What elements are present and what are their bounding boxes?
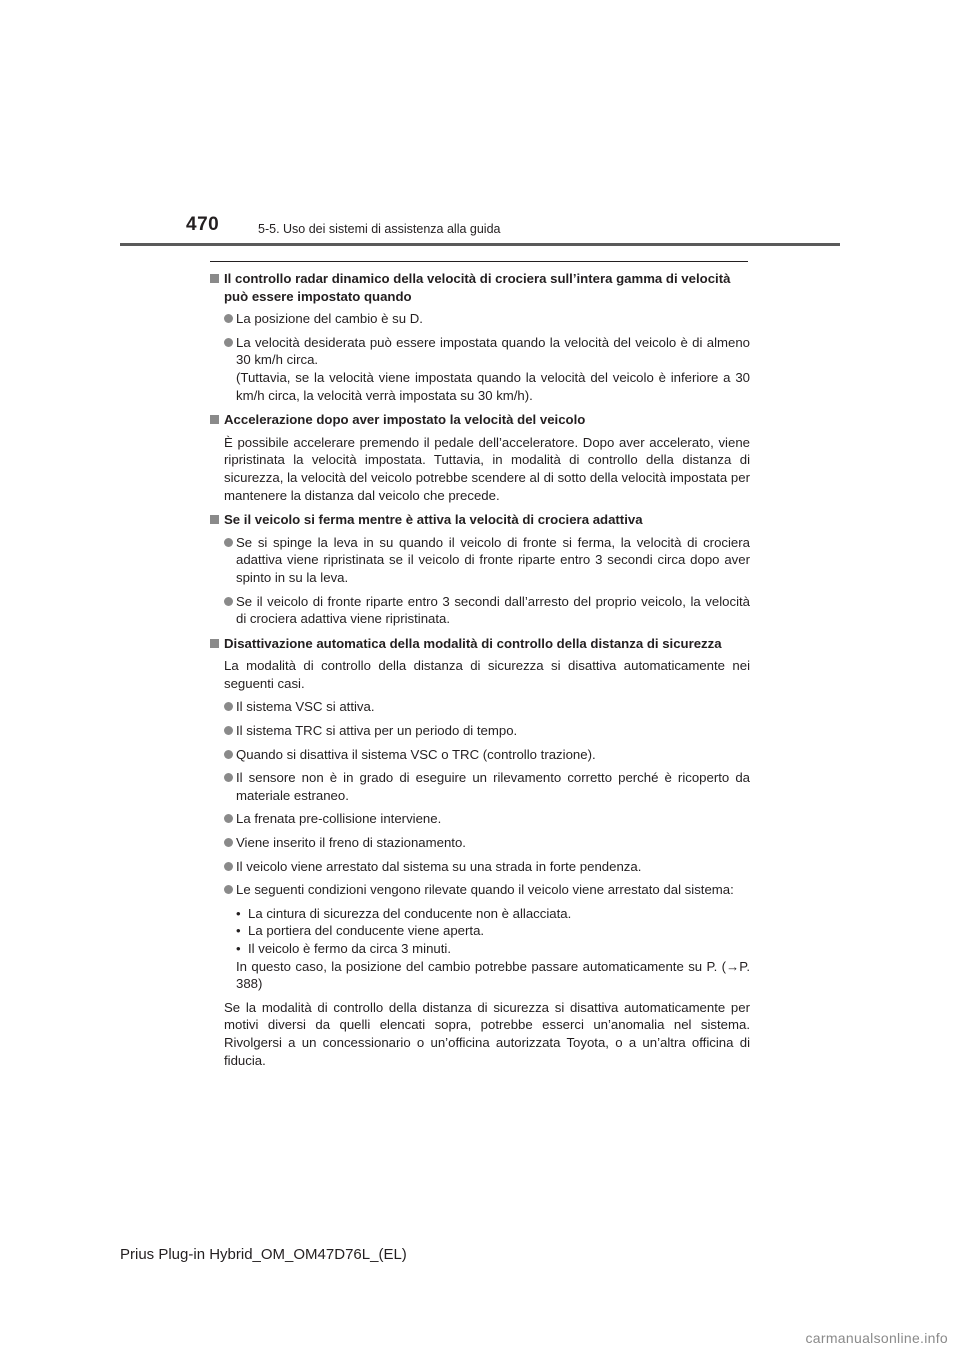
section-acceleration	[210, 411, 750, 504]
list-item	[210, 534, 750, 587]
circle-bullet-icon	[224, 750, 233, 759]
list-item-text: Il veicolo viene arrestato dal sistema su una strada in forte pendenza.	[236, 858, 642, 874]
list-item-text: Le seguenti condizioni vengono rilevate quando il veicolo viene arrestato dal sistema:	[236, 882, 734, 898]
condition-sublist	[210, 905, 750, 958]
list-item	[210, 746, 750, 764]
list-item	[210, 834, 750, 852]
list-item-text: Quando si disattiva il sistema VSC o TRC (controllo trazione).	[236, 746, 596, 762]
list-item-text: Viene inserito il freno di stazionamento.	[236, 835, 466, 851]
list-item-text: Il sistema TRC si attiva per un periodo di tempo.	[236, 723, 518, 739]
list-item	[210, 769, 750, 804]
section-paragraph: La modalità di controllo della distanza di sicurezza si disattiva automaticamente nei seguenti casi.	[224, 658, 750, 691]
list-item-text: Se si spinge la leva in su quando il veicolo di fronte si ferma, la velocità di crociera adattiva viene ripristinata se il veicolo di fronte riparte entro 3 secondi circa dopo aver spinto in su la leva.	[236, 534, 750, 585]
circle-bullet-icon	[224, 838, 233, 847]
square-bullet-icon	[210, 639, 219, 648]
heading-text: Accelerazione dopo aver impostato la velocità del veicolo	[224, 412, 586, 428]
circle-bullet-icon	[224, 814, 233, 823]
sublist-item	[236, 905, 750, 923]
list-item-text: Se il veicolo di fronte riparte entro 3 secondi dall’arresto del proprio veicolo, la velocità di crociera adattiva viene ripristinata.	[236, 593, 750, 627]
list-item	[210, 334, 750, 404]
sublist-item-text: Il veicolo è fermo da circa 3 minuti.	[248, 941, 452, 956]
list-item	[210, 310, 750, 328]
heading-text: Se il veicolo si ferma mentre è attiva la velocità di crociera adattiva	[224, 512, 643, 528]
circle-bullet-icon	[224, 702, 233, 711]
square-bullet-icon	[210, 274, 219, 283]
section-heading	[210, 635, 750, 653]
list-item	[210, 810, 750, 828]
page-number: 470	[186, 214, 220, 235]
section-speed-setting-conditions	[210, 270, 750, 404]
page-content	[210, 270, 750, 1076]
list-item-text: Il sensore non è in grado di eseguire un rilevamento corretto perché è ricoperto da materiale estraneo.	[236, 770, 750, 803]
heading-text: Il controllo radar dinamico della velocità di crociera sull’intera gamma di velocità può essere impostato quando	[224, 271, 731, 304]
circle-bullet-icon	[224, 885, 233, 894]
sublist-note: In questo caso, la posizione del cambio potrebbe passare automaticamente su P. (→P. 388)	[236, 958, 750, 992]
circle-bullet-icon	[224, 773, 233, 782]
header-rule	[120, 243, 840, 246]
section-automatic-deactivation	[210, 635, 750, 1069]
sublist-item-text: La cintura di sicurezza del conducente non è allacciata.	[248, 905, 572, 921]
square-bullet-icon	[210, 415, 219, 424]
circle-bullet-icon	[224, 597, 233, 606]
circle-bullet-icon	[224, 314, 233, 323]
circle-bullet-icon	[224, 538, 233, 547]
sublist-item	[236, 922, 750, 940]
section-heading	[210, 511, 750, 529]
chapter-title: 5-5. Uso dei sistemi di assistenza alla guida	[258, 222, 501, 236]
square-bullet-icon	[210, 515, 219, 524]
list-item-text: Il sistema VSC si attiva.	[236, 699, 375, 715]
list-item-text: La velocità desiderata può essere impostata quando la velocità del veicolo è di almeno 30 km/h circa.	[236, 334, 750, 368]
dot-marker-icon: •	[236, 941, 241, 956]
sublist-item	[236, 940, 750, 958]
list-item	[210, 858, 750, 876]
section-paragraph: È possibile accelerare premendo il pedale dell’acceleratore. Dopo aver accelerato, viene ripristinata la velocità impostata. Tuttavia, in modalità di controllo della distanza di sicurezza, la velocità del veicolo potrebbe scendere al di sotto della velocità impostata per mantenere la distanza dal veicolo che precede.	[224, 434, 750, 503]
section-top-rule	[210, 261, 748, 262]
heading-text: Disattivazione automatica della modalità di controllo della distanza di sicurezza	[224, 635, 722, 651]
list-item	[210, 593, 750, 628]
section-vehicle-stop	[210, 511, 750, 628]
list-item	[210, 881, 750, 899]
circle-bullet-icon	[224, 726, 233, 735]
sublist-item-text: La portiera del conducente viene aperta.	[248, 923, 485, 939]
circle-bullet-icon	[224, 338, 233, 347]
section-heading	[210, 411, 750, 429]
watermark: carmanualsonline.info	[805, 1330, 948, 1346]
dot-marker-icon: •	[236, 905, 241, 921]
list-item	[210, 722, 750, 740]
footer-manual-id: Prius Plug-in Hybrid_OM_OM47D76L_(EL)	[120, 1246, 407, 1263]
section-heading	[210, 270, 750, 305]
list-item-text: La frenata pre-collisione interviene.	[236, 811, 442, 827]
list-item-note: (Tuttavia, se la velocità viene impostata quando la velocità del veicolo è inferiore a 30 km/h circa, la velocità verrà impostata su 30 km/h).	[236, 369, 750, 403]
list-item-text: La posizione del cambio è su D.	[236, 311, 423, 327]
closing-paragraph: Se la modalità di controllo della distanza di sicurezza si disattiva automaticamente per motivi diversi da quelli elencati sopra, potrebbe esserci un’anomalia nel sistema. Rivolgersi a un concessionario o un’officina autorizzata Toyota, o a un’altra officina di fiducia.	[224, 999, 750, 1068]
dot-marker-icon: •	[236, 923, 241, 939]
circle-bullet-icon	[224, 862, 233, 871]
list-item	[210, 698, 750, 716]
